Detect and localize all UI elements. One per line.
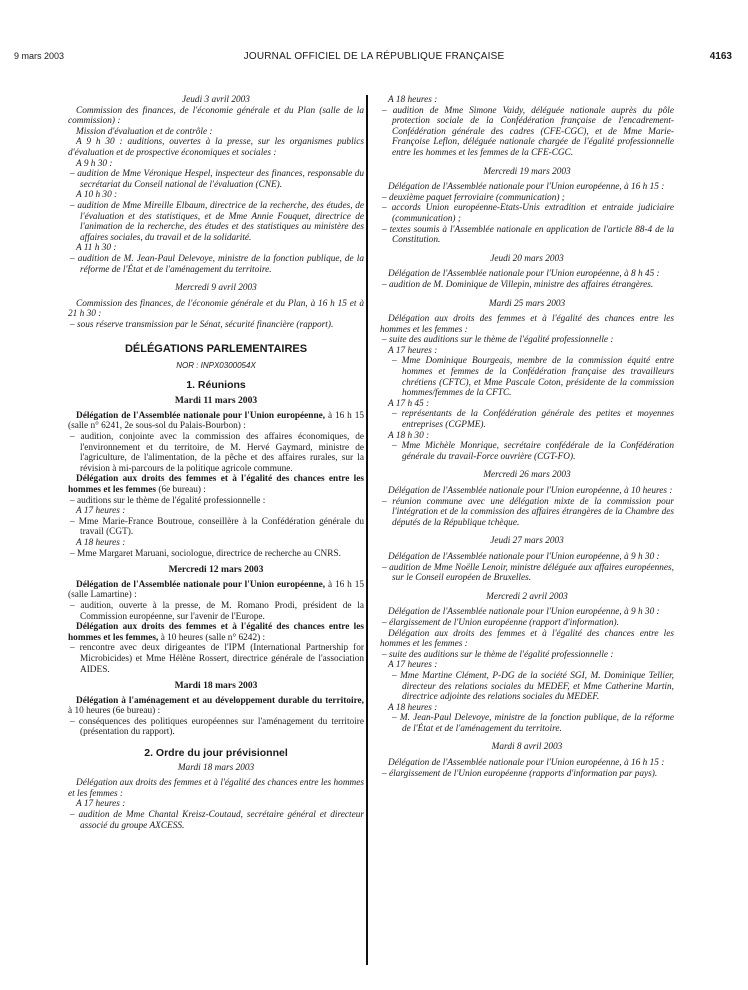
time-label: A 10 h 30 : <box>76 190 118 201</box>
time-label: A 17 heures : <box>388 345 438 356</box>
list-item: – accords Union européenne-Etats-Unis extradition et entraide judiciaire (communication) ; <box>382 203 674 224</box>
body-detail: à 16 h 15 (salle n° 6241, 2e sous-sol du Palais-Bourbon) : <box>68 410 365 432</box>
list-item: – audition de Mme Mireille Elbaum, directrice de la recherche, des études, de l'évaluation et des statistiques, et de Mme Annie Fouquet, directrice de l'animation de la recherche, des études et des statistiques au ministère des affaires sociales, du travail et de la solidarité. <box>70 200 364 243</box>
body-detail: à 10 heures (salle n° 6242) : <box>160 632 266 643</box>
column-divider <box>366 95 368 965</box>
paragraph: Délégation de l'Assemblée nationale pour l'Union européenne, à 8 h 45 : <box>388 269 660 280</box>
paragraph: Commission des finances, de l'économie générale et du Plan, à 16 h 15 et à 21 h 30 : <box>68 298 364 320</box>
body-name: Délégation à l'aménagement et au développement durable du territoire, <box>76 695 364 706</box>
page-number: 4163 <box>709 51 732 62</box>
right-column <box>380 95 674 779</box>
list-item: – conséquences des politiques européennes sur l'aménagement du territoire (présentation du rapport). <box>70 716 364 738</box>
subsection-title: 2. Ordre du jour prévisionnel <box>144 747 288 760</box>
list-item: – audition, ouverte à la presse, de M. Romano Prodi, président de la Commission européenne, sur l'avenir de l'Europe. <box>70 600 364 622</box>
body-name: Délégation aux droits des femmes et à l'égalité des chances entre les hommes et les femmes, <box>68 622 364 643</box>
body-name: Délégation de l'Assemblée nationale pour l'Union européenne, <box>76 579 326 590</box>
body-name: Délégation de l'Assemblée nationale pour l'Union européenne, <box>76 410 326 421</box>
paragraph <box>68 580 364 601</box>
paragraph: Délégation de l'Assemblée nationale pour l'Union européenne, à 10 heures : <box>388 486 673 496</box>
list-item: – élargissement de l'Union européenne (rapport d'information). <box>382 617 619 628</box>
list-item: – Mme Michèle Monrique, secrétaire confédérale de la Confédération générale du travail-Force ouvrière (CGT-FO). <box>392 441 674 462</box>
date-heading: Mercredi 9 avril 2003 <box>175 283 257 294</box>
paragraph <box>68 411 364 432</box>
date-heading: Jeudi 27 mars 2003 <box>490 536 564 547</box>
list-item: – audition de M. Jean-Paul Delevoye, ministre de la fonction publique, de la réforme de l'État et de l'aménagement du territoire. <box>70 253 364 275</box>
list-item: – Mme Dominique Bourgeais, membre de la commission équité entre hommes et femmes de la Confédération française des travailleurs chrétiens (CFTC), et Mme Pascale Coton, présidente de la commission hommes/femmes de la CFTC. <box>392 356 674 399</box>
list-item: – auditions sur le thème de l'égalité professionnelle : <box>70 495 266 506</box>
date-heading: Mardi 11 mars 2003 <box>174 395 258 407</box>
body-name: Délégation aux droits des femmes et à l'égalité des chances entre les hommes et les femmes <box>68 474 364 495</box>
paragraph: Délégation de l'Assemblée nationale pour l'Union européenne, à 9 h 30 : <box>388 607 660 618</box>
section-title: DÉLÉGATIONS PARLEMENTAIRES <box>124 343 308 356</box>
paragraph <box>68 696 364 717</box>
paragraph: Délégation aux droits des femmes et à l'égalité des chances entre les hommes et les femmes : <box>380 314 674 335</box>
date-heading: Jeudi 20 mars 2003 <box>490 253 564 264</box>
list-item: – Mme Margaret Maruani, sociologue, directrice de recherche au CNRS. <box>70 548 341 559</box>
list-item: – suite des auditions sur le thème de l'égalité professionnelle : <box>382 335 614 346</box>
list-item: – élargissement de l'Union européenne (rapports d'information par pays). <box>382 768 658 779</box>
date-heading: Mardi 18 mars 2003 <box>177 762 255 773</box>
date-heading: Mardi 8 avril 2003 <box>491 742 563 753</box>
list-item: – Mme Marie-France Boutroue, conseillère à la Confédération générale du travail (CGT). <box>70 516 364 538</box>
body-detail: (6e bureau) : <box>158 485 206 495</box>
list-item: – audition de Mme Chantal Kreisz-Coutaud, secrétaire général et directeur associé du groupe AXCESS. <box>70 810 364 831</box>
date-heading: Mercredi 2 avril 2003 <box>486 591 568 602</box>
time-label: A 18 heures : <box>388 95 438 105</box>
list-item: – audition de Mme Simone Vaidy, déléguée nationale auprès du pôle protection sociale de la Confédération française de l'encadrement-Confédération générale des cadres (CFE-CGC), et de Mme Marie-Françoise Leflon, déléguée nationale chargée de l'égalité professionnelle entre les hommes et les femmes de la CFE-CGC. <box>382 105 674 158</box>
list-item: – représentants de la Confédération générale des petites et moyennes entreprises (CGPME). <box>392 409 674 431</box>
body-detail: à 10 heures (6e bureau) : <box>68 706 161 717</box>
date-heading: Mercredi 12 mars 2003 <box>168 564 264 576</box>
paragraph: Délégation de l'Assemblée nationale pour l'Union européenne, à 9 h 30 : <box>388 551 660 562</box>
list-item: – M. Jean-Paul Delevoye, ministre de la fonction publique, de la réforme de l'État et de l'aménagement du territoire. <box>392 713 674 734</box>
time-label: A 18 h 30 : <box>388 430 430 441</box>
date-heading: Mercredi 26 mars 2003 <box>483 470 571 481</box>
time-label: A 9 h 30 : <box>76 158 113 169</box>
paragraph: Mission d'évaluation et de contrôle : <box>76 126 213 137</box>
paragraph: Délégation aux droits des femmes et à l'égalité des chances entre les hommes et les femmes : <box>380 628 674 650</box>
paragraph: Délégation de l'Assemblée nationale pour l'Union européenne, à 16 h 15 : <box>388 758 665 769</box>
time-label: A 17 heures : <box>388 660 438 671</box>
paragraph: A 9 h 30 : auditions, ouvertes à la presse, sur les organismes publics d'évaluation et de prospective économiques et sociales : <box>68 137 364 158</box>
time-label: A 18 heures : <box>388 702 438 713</box>
list-item: – sous réserve transmission par le Sénat, sécurité financière (rapport). <box>70 319 334 330</box>
date-heading: Jeudi 3 avril 2003 <box>182 95 250 105</box>
list-item: – textes soumis à l'Assemblée nationale en application de l'article 88-4 de la Constitution. <box>382 224 674 246</box>
subsection-title: 1. Réunions <box>186 378 246 391</box>
left-column <box>68 95 364 831</box>
date-heading: Mardi 18 mars 2003 <box>174 680 258 692</box>
journal-title: JOURNAL OFFICIEL DE LA RÉPUBLIQUE FRANÇAISE <box>243 51 505 62</box>
paragraph: Délégation aux droits des femmes et à l'égalité des chances entre les hommes et les femmes : <box>68 778 364 799</box>
paragraph <box>68 622 364 643</box>
date-heading: Mardi 25 mars 2003 <box>488 298 566 309</box>
list-item: – audition de Mme Noëlle Lenoir, ministre déléguée aux affaires européennes, sur le Conseil européen de Bruxelles. <box>382 562 674 584</box>
body-detail: à 16 h 15 (salle Lamartine) : <box>68 579 365 601</box>
list-item: – rencontre avec deux dirigeantes de l'IPM (International Partnership for Microbicides) et Mme Hélène Rossert, directrice générale de l'association AIDES. <box>70 643 364 675</box>
time-label: A 17 heures : <box>76 799 126 810</box>
header-date: 9 mars 2003 <box>14 51 65 61</box>
list-item: – Mme Martine Clément, P-DG de la société SGI, M. Dominique Tellier, directeur des relations sociales du MEDEF, et Mme Catherine Martin, directrice adjointe des relations sociales du MEDEF. <box>392 670 674 703</box>
list-item: – suite des auditions sur le thème de l'égalité professionnelle : <box>382 649 614 660</box>
paragraph: Commission des finances, de l'économie générale et du Plan (salle de la commission) : <box>68 105 364 127</box>
paragraph: Délégation de l'Assemblée nationale pour l'Union européenne, à 16 h 15 : <box>388 182 665 193</box>
time-label: A 17 heures : <box>76 506 126 517</box>
time-label: A 18 heures : <box>76 537 126 548</box>
time-label: A 11 h 30 : <box>76 243 117 254</box>
list-item: – audition de M. Dominique de Villepin, ministre des affaires étrangères. <box>382 279 654 290</box>
list-item: – réunion commune avec une délégation mixte de la commission pour l'intégration et de la commission des affaires étrangères de la Chambre des députés de la République tchèque. <box>382 496 674 528</box>
date-heading: Mercredi 19 mars 2003 <box>483 166 571 177</box>
time-label: A 17 h 45 : <box>388 398 430 409</box>
list-item: – audition, conjointe avec la commission des affaires économiques, de l'environnement et du territoire, de M. Hervé Gaymard, ministre de l'agriculture, de l'alimentation, de la pêche et des affaires rurales, sur la révision à mi-parcours de la politique agricole commune. <box>70 432 364 474</box>
nor-reference: NOR : INPX0300054X <box>176 361 256 371</box>
paragraph <box>68 474 364 495</box>
list-item: – deuxième paquet ferroviaire (communication) ; <box>382 192 565 203</box>
list-item: – audition de Mme Véronique Hespel, inspecteur des finances, responsable du secrétariat du Conseil national de l'évaluation (CNE). <box>70 169 364 190</box>
